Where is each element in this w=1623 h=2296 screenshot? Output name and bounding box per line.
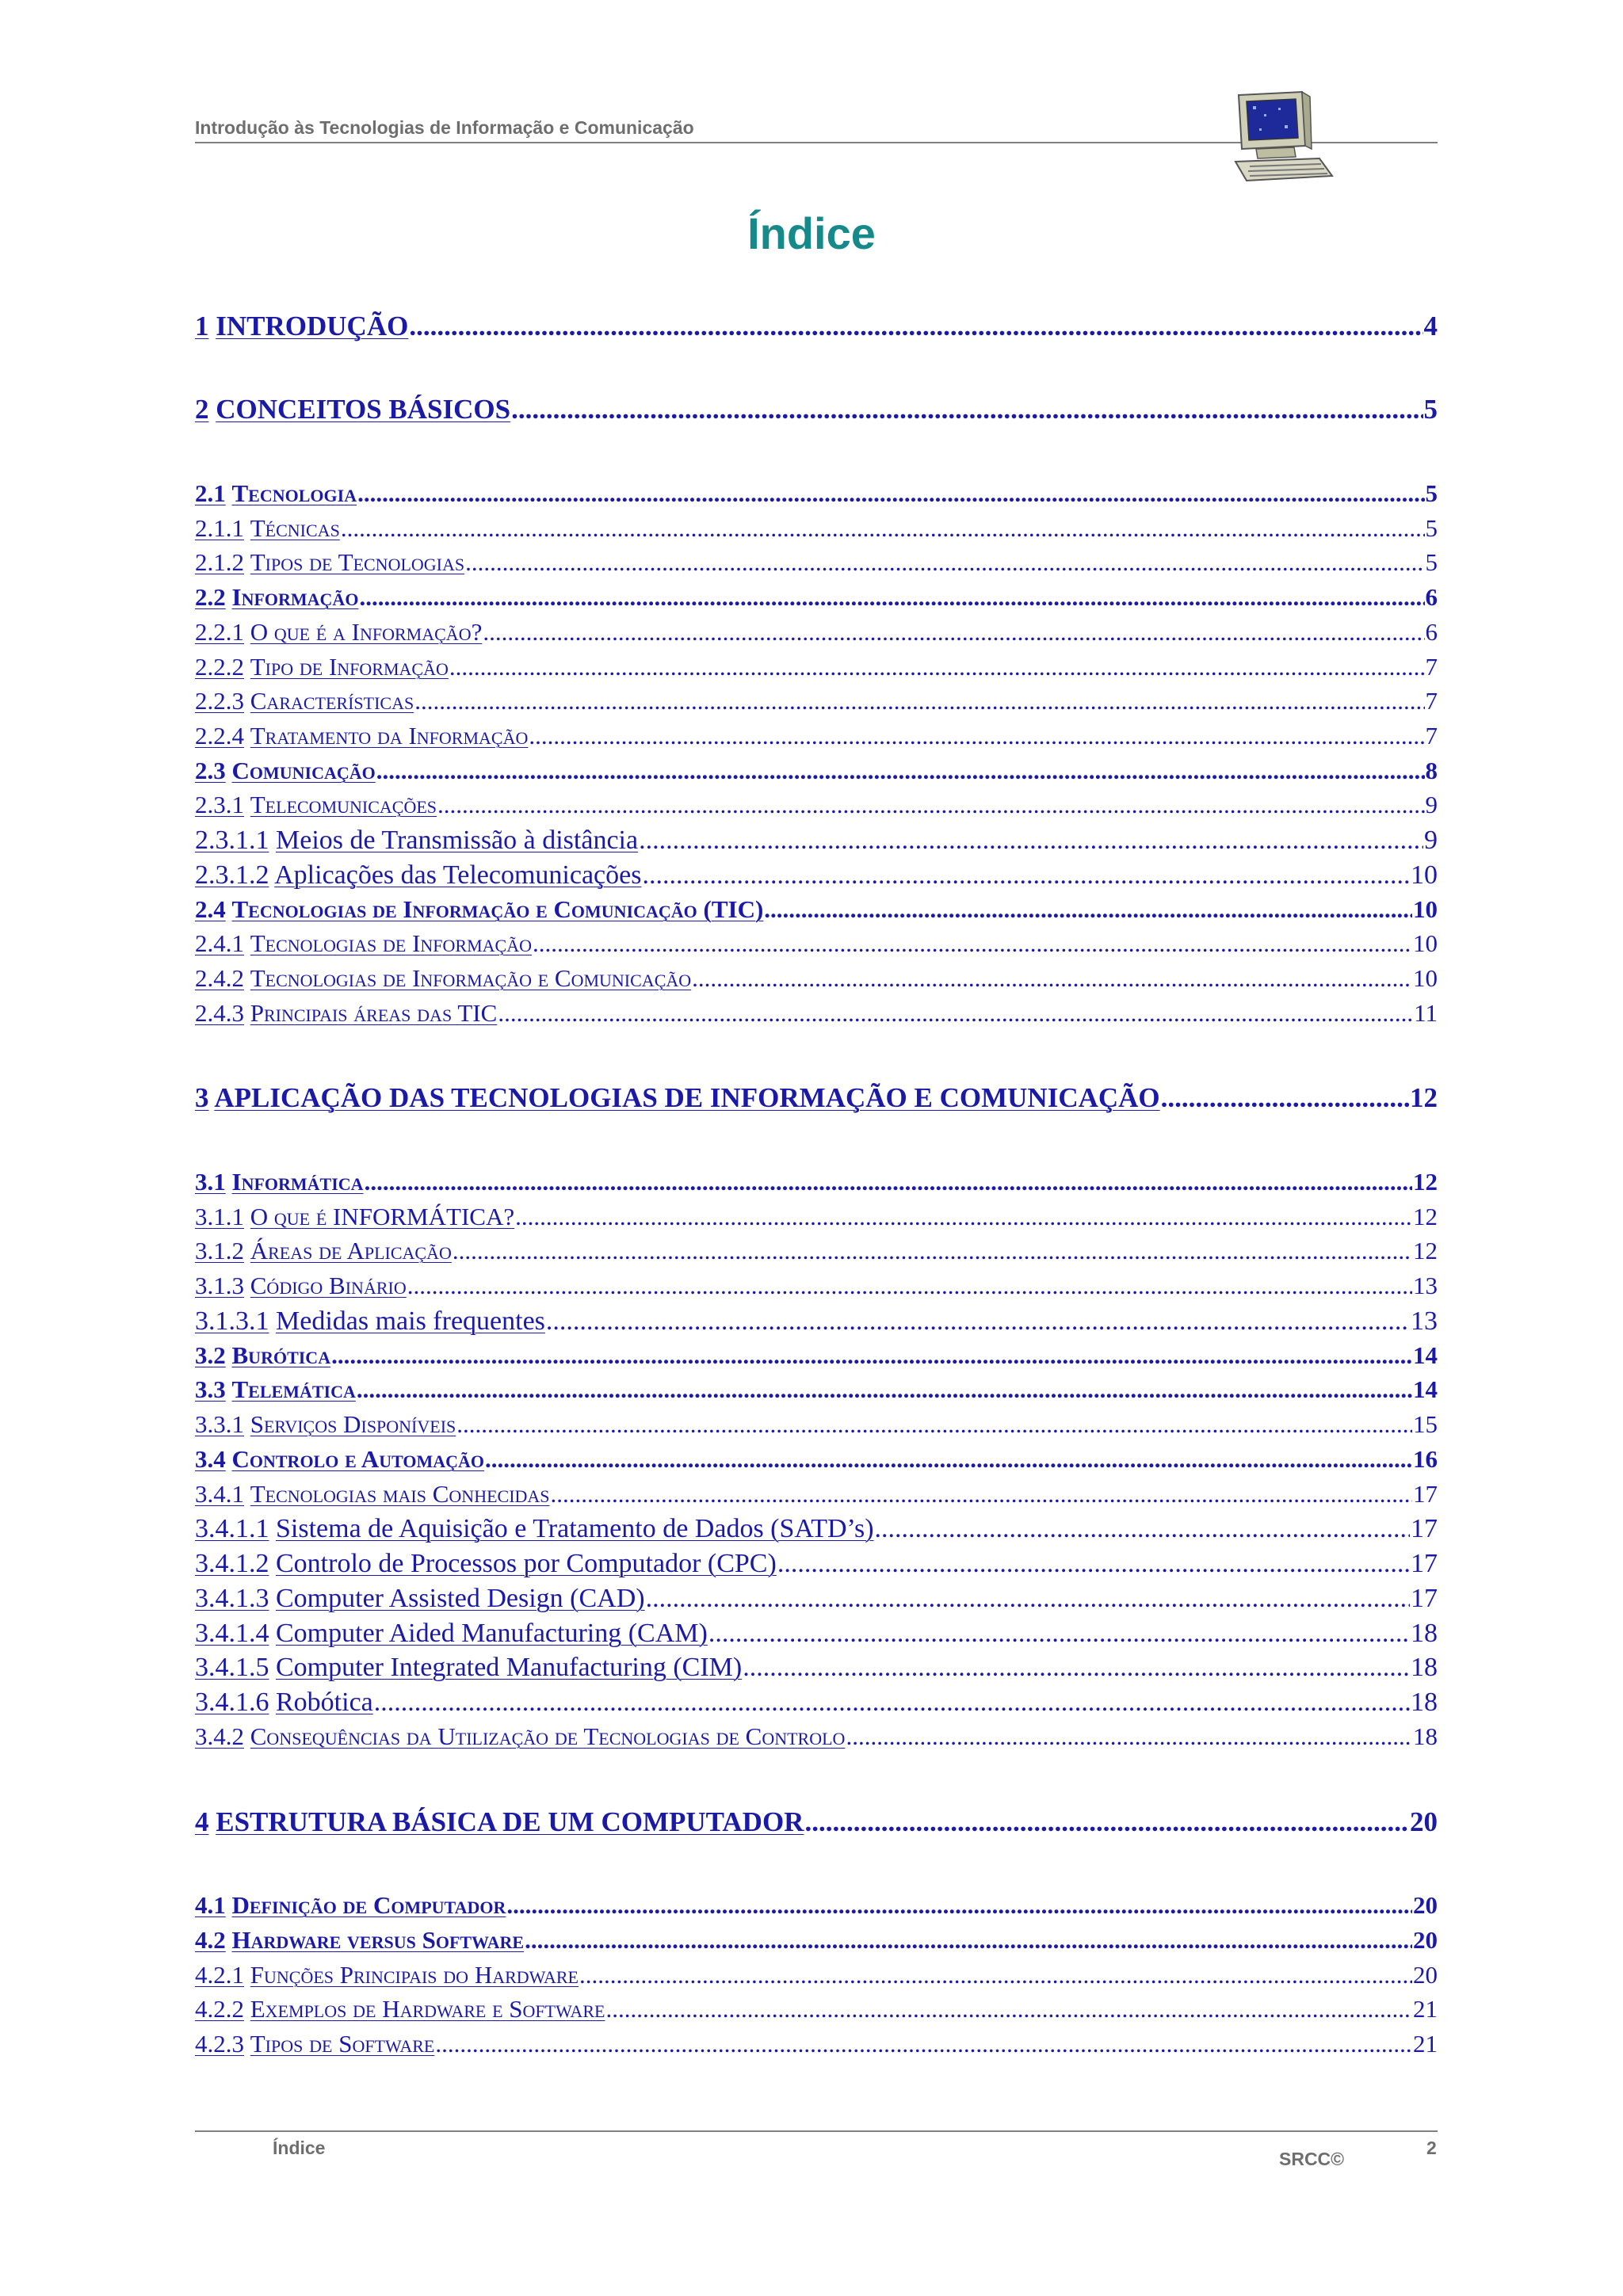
toc-entry-label xyxy=(195,1653,742,1683)
toc-page-number: 18 xyxy=(1411,1653,1438,1682)
toc-entry[interactable] xyxy=(195,1445,1438,1474)
toc-entry-text: Informática xyxy=(231,1168,364,1196)
toc-leader-dots xyxy=(331,1341,1412,1370)
toc-page-number: 6 xyxy=(1425,618,1438,646)
toc-entry-label xyxy=(195,964,691,993)
toc-page-number: 15 xyxy=(1413,1410,1438,1438)
toc-entry-label xyxy=(195,311,408,342)
toc-entry[interactable] xyxy=(195,860,1438,891)
toc-entry-label xyxy=(195,618,482,646)
toc-entry-number: 3.4.1.1 xyxy=(195,1514,269,1543)
toc-entry-text: INTRODUÇÃO xyxy=(216,311,409,341)
toc-page-number: 21 xyxy=(1413,1995,1438,2023)
toc-entry-label xyxy=(195,548,464,577)
toc-entry-text: Tecnologia xyxy=(231,479,357,507)
toc-leader-dots xyxy=(435,2030,1412,2058)
toc-page-number: 18 xyxy=(1411,1619,1438,1648)
toc-page-number: 14 xyxy=(1413,1375,1438,1403)
toc-page-number: 7 xyxy=(1425,722,1438,749)
toc-entry[interactable] xyxy=(195,1514,1438,1544)
toc-entry[interactable] xyxy=(195,548,1438,577)
footer-copyright: SRCC© xyxy=(1279,2149,1345,2169)
toc-entry-text: Medidas mais frequentes xyxy=(276,1306,545,1336)
toc-entry-number: 2 xyxy=(195,394,209,425)
page-number: 2 xyxy=(1426,2138,1437,2158)
toc-leader-dots xyxy=(764,895,1412,924)
toc-leader-dots xyxy=(357,479,1424,508)
toc-entry-label xyxy=(195,1806,804,1838)
toc-page-number: 7 xyxy=(1425,653,1438,681)
toc-page-number: 9 xyxy=(1424,826,1438,855)
toc-entry-number: 3.4.1.6 xyxy=(195,1688,269,1717)
toc-entry-number: 3.2 xyxy=(195,1341,226,1369)
toc-entry-label xyxy=(195,1619,708,1649)
toc-page-number: 16 xyxy=(1413,1445,1438,1473)
toc-entry[interactable] xyxy=(195,1806,1438,1838)
toc-entry-number: 2.2.4 xyxy=(195,722,244,749)
toc-page-number: 12 xyxy=(1413,1203,1438,1230)
toc-entry-label xyxy=(195,791,437,819)
toc-entry-label xyxy=(195,1410,456,1439)
toc-entry-text: Tratamento da Informação xyxy=(250,722,529,749)
toc-page-number: 6 xyxy=(1425,583,1438,611)
toc-entry[interactable] xyxy=(195,653,1438,681)
toc-entry-number: 3.1 xyxy=(195,1168,226,1196)
toc-entry[interactable] xyxy=(195,311,1438,342)
toc-entry-number: 3.1.1 xyxy=(195,1203,244,1230)
toc-entry-text: Burótica xyxy=(231,1341,331,1369)
toc-entry[interactable] xyxy=(195,1584,1438,1614)
toc-entry-number: 2.3 xyxy=(195,757,226,784)
toc-entry-number: 4.2.1 xyxy=(195,1961,244,1989)
toc-entry-label xyxy=(195,1082,1160,1114)
toc-entry-text: Funções Principais do Hardware xyxy=(250,1961,579,1989)
toc-entry-number: 3.4.1.3 xyxy=(195,1584,269,1613)
toc-leader-dots xyxy=(506,1891,1412,1920)
toc-entry[interactable] xyxy=(195,722,1438,750)
toc-entry[interactable] xyxy=(195,1891,1438,1920)
toc-leader-dots xyxy=(846,1722,1412,1751)
toc-leader-dots xyxy=(414,687,1424,715)
running-header: Introdução às Tecnologias de Informação e Comunicação xyxy=(195,117,694,138)
toc-entry[interactable] xyxy=(195,1995,1438,2023)
toc-entry-label xyxy=(195,687,414,715)
toc-leader-dots xyxy=(605,1995,1412,2023)
toc-page-number: 5 xyxy=(1425,514,1438,542)
toc-entry-number: 3.4.2 xyxy=(195,1722,244,1750)
toc-entry-number: 2.3.1.2 xyxy=(195,860,269,890)
toc-entry[interactable] xyxy=(195,757,1438,785)
toc-entry-number: 4.1 xyxy=(195,1891,226,1919)
toc-entry-label xyxy=(195,1168,364,1196)
toc-entry-text: Exemplos de Hardware e Software xyxy=(250,1995,605,2023)
toc-entry-number: 2.4.3 xyxy=(195,999,244,1027)
toc-entry[interactable] xyxy=(195,964,1438,993)
toc-entry-number: 3.3 xyxy=(195,1375,226,1403)
toc-entry-label xyxy=(195,2030,434,2058)
toc-leader-dots xyxy=(875,1514,1410,1544)
toc-entry-number: 4.2.2 xyxy=(195,1995,244,2023)
toc-entry[interactable] xyxy=(195,1082,1438,1114)
toc-entry[interactable] xyxy=(195,1926,1438,1955)
toc-entry[interactable] xyxy=(195,1549,1438,1579)
toc-entry-label xyxy=(195,1480,550,1508)
toc-entry-number: 3.4.1.4 xyxy=(195,1619,269,1648)
toc-entry-text: Serviços Disponíveis xyxy=(250,1410,456,1438)
toc-entry-label xyxy=(195,1445,484,1474)
computer-icon xyxy=(1232,90,1335,185)
toc-entry-number: 2.1.1 xyxy=(195,514,244,542)
toc-entry-label xyxy=(195,1237,452,1265)
toc-entry-text: Comunicação xyxy=(231,757,376,784)
toc-page-number: 5 xyxy=(1425,479,1438,507)
toc-entry-text: Definição de Computador xyxy=(231,1891,506,1919)
toc-leader-dots xyxy=(374,1688,1410,1718)
toc-entry-label xyxy=(195,722,528,750)
toc-entry-label xyxy=(195,999,497,1028)
toc-entry[interactable] xyxy=(195,1237,1438,1265)
toc-page-number: 17 xyxy=(1411,1584,1438,1613)
toc-entry[interactable] xyxy=(195,514,1438,543)
toc-entry-text: Controlo de Processos por Computador (CPC) xyxy=(276,1549,777,1578)
toc-entry[interactable] xyxy=(195,1203,1438,1231)
toc-page-number: 18 xyxy=(1413,1722,1438,1750)
toc-entry-text: O que é INFORMÁTICA? xyxy=(250,1203,515,1230)
toc-entry-number: 3.3.1 xyxy=(195,1410,244,1438)
toc-leader-dots xyxy=(376,757,1425,785)
toc-page-number: 5 xyxy=(1423,394,1438,425)
toc-entry-text: O que é a Informação? xyxy=(250,618,483,646)
toc-leader-dots xyxy=(365,1168,1412,1196)
toc-entry-label xyxy=(195,1926,524,1955)
page-title: Índice xyxy=(747,208,876,258)
toc-entry-label xyxy=(195,653,449,681)
toc-page-number: 8 xyxy=(1425,757,1438,784)
toc-leader-dots xyxy=(639,826,1423,856)
toc-entry-label xyxy=(195,1375,356,1404)
toc-entry-number: 2.3.1 xyxy=(195,791,244,818)
toc-entry[interactable] xyxy=(195,999,1438,1028)
toc-entry[interactable] xyxy=(195,826,1438,856)
toc-entry-text: CONCEITOS BÁSICOS xyxy=(216,394,511,425)
toc-entry-number: 3.4.1.2 xyxy=(195,1549,269,1578)
toc-entry-text: Computer Aided Manufacturing (CAM) xyxy=(276,1619,708,1648)
toc-leader-dots xyxy=(449,653,1425,681)
toc-entry[interactable] xyxy=(195,1653,1438,1683)
toc-entry-label xyxy=(195,1584,645,1614)
toc-entry-number: 2.4 xyxy=(195,895,226,923)
footer-section-label: Índice xyxy=(273,2138,326,2158)
toc-entry-label xyxy=(195,860,641,891)
toc-entry[interactable] xyxy=(195,1722,1438,1751)
toc-entry[interactable] xyxy=(195,583,1438,612)
toc-entry-label xyxy=(195,1722,845,1751)
toc-entry-label xyxy=(195,826,638,856)
toc-page-number: 13 xyxy=(1411,1306,1438,1336)
toc-leader-dots xyxy=(1161,1082,1409,1114)
toc-entry-text: Tipo de Informação xyxy=(250,653,449,681)
toc-entry-text: Informação xyxy=(231,583,359,611)
toc-entry-number: 3.1.2 xyxy=(195,1237,244,1264)
toc-leader-dots xyxy=(453,1237,1412,1265)
toc-leader-dots xyxy=(511,394,1423,425)
toc-page-number: 5 xyxy=(1425,548,1438,576)
toc-leader-dots xyxy=(804,1806,1409,1838)
toc-page-number: 17 xyxy=(1411,1514,1438,1543)
toc-entry-label xyxy=(195,1341,330,1370)
toc-entry-text: Controlo e Automação xyxy=(231,1445,485,1473)
toc-leader-dots xyxy=(498,999,1413,1028)
toc-entry-text: Tipos de Tecnologias xyxy=(250,548,465,576)
toc-leader-dots xyxy=(515,1203,1412,1231)
toc-leader-dots xyxy=(525,1926,1412,1955)
toc-leader-dots xyxy=(409,311,1423,342)
toc-entry-text: APLICAÇÃO DAS TECNOLOGIAS DE INFORMAÇÃO E COMUNICAÇÃO xyxy=(214,1082,1160,1113)
toc-leader-dots xyxy=(341,514,1425,543)
toc-page-number: 18 xyxy=(1411,1688,1438,1717)
toc-entry-text: Hardware versus Software xyxy=(231,1926,525,1954)
toc-entry-text: Características xyxy=(250,687,414,715)
toc-entry-text: Robótica xyxy=(276,1688,373,1717)
toc-page-number: 10 xyxy=(1411,860,1438,890)
toc-entry-label xyxy=(195,1549,777,1579)
toc-page-number: 20 xyxy=(1413,1891,1438,1919)
toc-entry-text: Aplicações das Telecomunicações xyxy=(274,860,642,890)
toc-entry-label xyxy=(195,1272,407,1300)
toc-entry-number: 2.4.2 xyxy=(195,964,244,992)
toc-entry[interactable] xyxy=(195,1306,1438,1337)
toc-entry-number: 2.1 xyxy=(195,479,226,507)
toc-leader-dots xyxy=(546,1306,1410,1337)
toc-entry-number: 2.3.1.1 xyxy=(195,826,269,855)
toc-leader-dots xyxy=(359,583,1424,612)
toc-page-number: 21 xyxy=(1413,2030,1438,2058)
toc-leader-dots xyxy=(743,1653,1410,1683)
toc-page-number: 10 xyxy=(1413,964,1438,992)
toc-page-number: 11 xyxy=(1414,999,1438,1027)
toc-entry-text: Principais áreas das TIC xyxy=(250,999,498,1027)
toc-leader-dots xyxy=(692,964,1412,993)
toc-page-number: 17 xyxy=(1411,1549,1438,1578)
toc-page-number: 12 xyxy=(1413,1168,1438,1196)
toc-entry[interactable] xyxy=(195,394,1438,425)
toc-entry-label xyxy=(195,514,340,543)
toc-page-number: 20 xyxy=(1413,1926,1438,1954)
toc-entry[interactable] xyxy=(195,618,1438,646)
toc-leader-dots xyxy=(777,1549,1410,1579)
toc-entry-text: Computer Assisted Design (CAD) xyxy=(276,1584,645,1613)
toc-leader-dots xyxy=(465,548,1424,577)
toc-page-number: 10 xyxy=(1413,929,1438,957)
toc-entry-text: ESTRUTURA BÁSICA DE UM COMPUTADOR xyxy=(216,1806,804,1837)
toc-entry-number: 3.1.3.1 xyxy=(195,1306,269,1336)
toc-entry[interactable] xyxy=(195,791,1438,819)
toc-entry-number: 2.2.1 xyxy=(195,618,244,646)
footer-divider xyxy=(195,2130,1438,2132)
toc-entry-number: 3.4.1 xyxy=(195,1480,244,1508)
toc-entry-label xyxy=(195,1688,373,1718)
toc-leader-dots xyxy=(646,1584,1410,1614)
toc-page-number: 10 xyxy=(1413,895,1438,923)
toc-entry-number: 3.1.3 xyxy=(195,1272,244,1299)
toc-entry-number: 3.4.1.5 xyxy=(195,1653,269,1682)
toc-page-number: 12 xyxy=(1410,1082,1438,1113)
toc-entry-label xyxy=(195,1203,514,1231)
toc-entry[interactable] xyxy=(195,1961,1438,1989)
toc-leader-dots xyxy=(708,1619,1410,1649)
toc-page-number: 12 xyxy=(1413,1237,1438,1264)
toc-entry-label xyxy=(195,1306,545,1337)
toc-entry[interactable] xyxy=(195,929,1438,958)
toc-entry[interactable] xyxy=(195,2030,1438,2058)
toc-entry-text: Tecnologias de Informação e Comunicação (TIC) xyxy=(231,895,764,923)
toc-leader-dots xyxy=(485,1445,1412,1474)
toc-entry-label xyxy=(195,394,510,425)
toc-entry[interactable] xyxy=(195,479,1438,508)
toc-leader-dots xyxy=(357,1375,1412,1404)
toc-page-number: 13 xyxy=(1413,1272,1438,1299)
toc-leader-dots xyxy=(551,1480,1412,1508)
toc-entry-text: Áreas de Aplicação xyxy=(250,1237,452,1264)
toc-entry-text: Telecomunicações xyxy=(250,791,437,818)
toc-entry-number: 2.1.2 xyxy=(195,548,244,576)
toc-page-number: 17 xyxy=(1413,1480,1438,1508)
toc-entry-number: 2.2 xyxy=(195,583,226,611)
toc-entry-number: 2.4.1 xyxy=(195,929,244,957)
toc-entry-label xyxy=(195,1891,506,1920)
toc-entry-number: 3.4 xyxy=(195,1445,226,1473)
toc-entry-text: Consequências da Utilização de Tecnologias de Controlo xyxy=(250,1722,846,1750)
toc-entry[interactable] xyxy=(195,1410,1438,1439)
toc-entry-text: Tipos de Software xyxy=(250,2030,435,2058)
toc-page-number: 20 xyxy=(1413,1961,1438,1989)
toc-entry[interactable] xyxy=(195,1272,1438,1300)
toc-entry-text: Técnicas xyxy=(250,514,340,542)
toc-entry-label xyxy=(195,1961,579,1989)
toc-entry-label xyxy=(195,895,763,924)
toc-entry-text: Sistema de Aquisição e Tratamento de Dados (SATD’s) xyxy=(276,1514,874,1543)
toc-entry-label xyxy=(195,1995,605,2023)
toc-page-number: 9 xyxy=(1425,791,1438,818)
toc-entry-number: 4.2.3 xyxy=(195,2030,244,2058)
toc-entry-number: 1 xyxy=(195,311,209,341)
toc-leader-dots xyxy=(456,1410,1412,1439)
toc-entry-label xyxy=(195,757,376,785)
toc-leader-dots xyxy=(407,1272,1412,1300)
toc-entry-text: Telemática xyxy=(231,1375,356,1403)
toc-entry[interactable] xyxy=(195,1341,1438,1370)
toc-entry[interactable] xyxy=(195,1375,1438,1404)
toc-leader-dots xyxy=(642,860,1410,891)
toc-entry-number: 2.2.2 xyxy=(195,653,244,681)
toc-leader-dots xyxy=(437,791,1424,819)
toc-entry-number: 4.2 xyxy=(195,1926,226,1954)
toc-leader-dots xyxy=(529,722,1424,750)
toc-page-number: 4 xyxy=(1423,311,1438,341)
toc-entry-label xyxy=(195,583,358,612)
toc-entry[interactable] xyxy=(195,1619,1438,1649)
toc-page-number: 20 xyxy=(1410,1806,1438,1837)
toc-entry[interactable] xyxy=(195,687,1438,715)
toc-leader-dots xyxy=(579,1961,1412,1989)
toc-entry-text: Tecnologias de Informação e Comunicação xyxy=(250,964,692,992)
toc-page-number: 14 xyxy=(1413,1341,1438,1369)
toc-leader-dots xyxy=(533,929,1412,958)
toc-entry-number: 4 xyxy=(195,1806,209,1837)
toc-entry[interactable] xyxy=(195,895,1438,924)
toc-entry[interactable] xyxy=(195,1480,1438,1508)
toc-entry-label xyxy=(195,1514,874,1544)
toc-leader-dots xyxy=(483,618,1424,646)
toc-entry-number: 2.2.3 xyxy=(195,687,244,715)
toc-page-number: 7 xyxy=(1425,687,1438,715)
toc-entry-text: Meios de Transmissão à distância xyxy=(276,826,639,855)
toc-entry[interactable] xyxy=(195,1688,1438,1718)
toc-entry-text: Código Binário xyxy=(250,1272,407,1299)
toc-entry[interactable] xyxy=(195,1168,1438,1196)
toc-entry-text: Computer Integrated Manufacturing (CIM) xyxy=(276,1653,743,1682)
toc-entry-text: Tecnologias mais Conhecidas xyxy=(250,1480,550,1508)
toc-entry-label xyxy=(195,929,532,958)
toc-entry-label xyxy=(195,479,357,508)
toc-entry-number: 3 xyxy=(195,1082,209,1113)
toc-entry-text: Tecnologias de Informação xyxy=(250,929,532,957)
